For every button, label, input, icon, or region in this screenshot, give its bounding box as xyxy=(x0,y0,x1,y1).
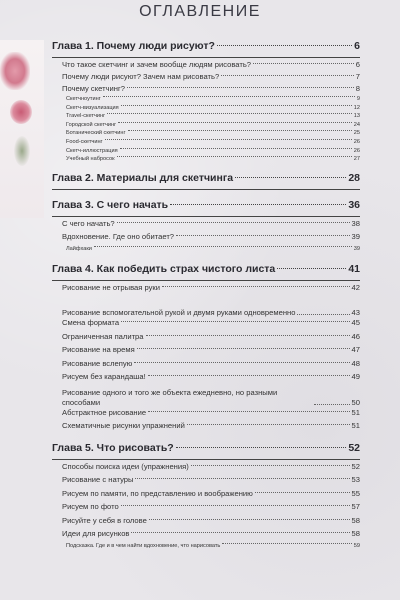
page-title: ОГЛАВЛЕНИЕ xyxy=(139,3,261,20)
section-entry-page-number: 58 xyxy=(351,529,360,539)
section-entry-label: Способы поиска идеи (упражнения) xyxy=(62,461,189,471)
section-entry-label: Смена формата xyxy=(62,318,120,328)
section-entry[interactable] xyxy=(52,502,360,516)
subsection-entry-page-number: 25 xyxy=(353,130,360,137)
subsection-entry-label: Travel-скетчинг xyxy=(66,113,106,120)
subsection-entry-page-number: 9 xyxy=(356,96,360,102)
section-entry[interactable] xyxy=(52,72,360,84)
section-entry-page-number: 8 xyxy=(355,84,360,93)
dot-leader xyxy=(135,478,349,479)
dot-leader xyxy=(146,335,350,336)
dot-leader xyxy=(253,63,354,64)
dot-leader xyxy=(222,543,351,544)
section-entry[interactable] xyxy=(52,60,360,72)
section-entry-label: Рисуем по памяти, по представлению и воображению xyxy=(62,488,253,498)
section-entry-page-number: 39 xyxy=(351,232,360,242)
chapter-rule xyxy=(52,189,360,190)
dot-leader xyxy=(176,235,350,236)
section-entry-label: С чего начать? xyxy=(62,218,115,228)
section-entry[interactable] xyxy=(52,462,360,476)
subsection-entry-page-number: 12 xyxy=(353,104,360,111)
section-entry-label: Рисование вслепую xyxy=(62,358,133,368)
dot-leader xyxy=(149,519,350,520)
dot-leader xyxy=(137,348,350,349)
dot-leader xyxy=(121,505,350,506)
section-entry-label: Почему люди рисуют? Зачем нам рисовать? xyxy=(62,72,220,81)
dot-leader xyxy=(117,156,352,157)
dot-leader xyxy=(297,314,349,315)
section-entry-page-number: 47 xyxy=(351,345,360,355)
subsection-entry-page-number: 26 xyxy=(353,147,360,154)
section-entry-label: Схематичные рисунки упражнений xyxy=(62,421,185,431)
section-entry[interactable] xyxy=(52,386,360,408)
section-entry[interactable] xyxy=(52,516,360,530)
section-entry-label: Абстрактное рисование xyxy=(62,407,147,417)
section-entry[interactable] xyxy=(52,84,360,96)
section-entry-page-number: 58 xyxy=(351,515,360,525)
section-entry[interactable] xyxy=(52,529,360,543)
chapter-rule xyxy=(52,459,360,460)
section-entry[interactable] xyxy=(52,296,360,318)
section-entry[interactable] xyxy=(52,421,360,435)
chapter-3-entry[interactable] xyxy=(52,199,360,214)
dot-leader xyxy=(131,532,349,533)
section-entry[interactable] xyxy=(52,359,360,373)
section-entry-page-number: 45 xyxy=(351,318,360,328)
section-entry[interactable] xyxy=(52,475,360,489)
section-entry-page-number: 48 xyxy=(351,358,360,368)
subsection-entry[interactable] xyxy=(52,543,360,553)
chapter-5-entry[interactable] xyxy=(52,442,360,457)
chapter-1-entry-page-number: 6 xyxy=(354,40,360,52)
section-entry[interactable] xyxy=(52,345,360,359)
subsection-entry-label: Городской скетчинг xyxy=(66,121,117,128)
chapter-4-entry-label: Глава 4. Как победить страх чистого листа xyxy=(52,262,276,275)
section-entry-label: Рисование одного и того же объекта ежедневно, но разными способами xyxy=(62,387,278,407)
section-entry[interactable] xyxy=(52,318,360,332)
chapter-5-entry-label: Глава 5. Что рисовать? xyxy=(52,441,174,454)
section-entry-page-number: 51 xyxy=(351,407,360,417)
section-entry-page-number: 7 xyxy=(355,72,360,81)
subsection-entry-label: Food-скетчинг xyxy=(66,138,103,145)
flower-illustration-2 xyxy=(10,100,32,124)
dot-leader xyxy=(148,411,349,412)
dot-leader xyxy=(94,246,352,247)
section-entry[interactable] xyxy=(52,489,360,503)
dot-leader xyxy=(148,375,350,376)
section-entry-label: Рисуйте у себя в голове xyxy=(62,515,147,525)
section-entry[interactable] xyxy=(52,219,360,233)
chapter-4-entry[interactable] xyxy=(52,263,360,278)
section-entry-label: Рисование вспомогательной рукой и двумя руками одновременно xyxy=(62,308,296,318)
subsection-entry-page-number: 27 xyxy=(353,156,360,163)
subsection-entry-label: Скетч-визуализация xyxy=(66,104,119,111)
section-entry-label: Ограниченная палитра xyxy=(62,331,144,341)
dot-leader xyxy=(128,130,352,131)
chapter-4-entry-page-number: 41 xyxy=(348,262,360,275)
section-entry[interactable] xyxy=(52,332,360,346)
chapter-2-entry-label: Глава 2. Материалы для скетчинга xyxy=(52,171,234,184)
section-entry-label: Идеи для рисунков xyxy=(62,529,130,539)
chapter-rule xyxy=(52,216,360,217)
section-entry-page-number: 46 xyxy=(351,331,360,341)
dot-leader xyxy=(121,105,352,106)
chapter-3-entry-label: Глава 3. С чего начать xyxy=(52,198,169,211)
section-entry-page-number: 51 xyxy=(351,421,360,431)
subsection-entry-label: Ботанический скетчинг xyxy=(66,130,126,137)
dot-leader xyxy=(217,45,352,46)
subsection-entry-label: Подсказка. Где и в чем найти вдохновение, что нарисовать xyxy=(66,542,221,549)
subsection-entry[interactable] xyxy=(52,156,360,165)
chapter-5-entry-page-number: 52 xyxy=(348,441,360,454)
section-entry[interactable] xyxy=(52,232,360,246)
dot-leader xyxy=(117,222,350,223)
section-entry-label: Рисование на время xyxy=(62,345,135,355)
dot-leader xyxy=(127,87,354,88)
section-entry[interactable] xyxy=(52,408,360,422)
subsection-entry-label: Лайфхаки xyxy=(66,245,92,252)
chapter-2-entry-page-number: 28 xyxy=(348,171,360,184)
section-entry-page-number: 50 xyxy=(351,397,360,407)
dot-leader xyxy=(134,362,349,363)
table-of-contents xyxy=(52,40,360,553)
subsection-entry[interactable] xyxy=(52,139,360,148)
section-entry-label: Рисование не отрывая руки xyxy=(62,282,160,292)
subsection-entry-page-number: 24 xyxy=(353,121,360,128)
section-entry[interactable] xyxy=(52,372,360,386)
section-entry-label: Рисование с натуры xyxy=(62,475,134,485)
section-entry-label: Вдохновение. Где оно обитает? xyxy=(62,232,175,242)
dot-leader xyxy=(170,204,346,205)
section-entry-page-number: 6 xyxy=(355,60,360,69)
subsection-entry-page-number: 39 xyxy=(353,245,360,252)
subsection-entry[interactable] xyxy=(52,246,360,256)
dot-leader xyxy=(191,465,350,466)
subsection-entry-page-number: 26 xyxy=(353,138,360,145)
dot-leader xyxy=(314,404,350,405)
dot-leader xyxy=(277,268,346,269)
chapter-1-entry[interactable] xyxy=(52,40,360,55)
subsection-entry-page-number: 13 xyxy=(353,113,360,120)
section-entry-page-number: 43 xyxy=(351,308,360,318)
section-entry-label: Рисуем без карандаша! xyxy=(62,372,146,382)
section-entry-page-number: 57 xyxy=(351,502,360,512)
section-entry-label: Что такое скетчинг и зачем вообще людям рисовать? xyxy=(62,60,251,69)
section-entry[interactable] xyxy=(52,283,360,297)
subsection-entry[interactable] xyxy=(52,96,360,105)
dot-leader xyxy=(187,424,350,425)
dot-leader xyxy=(120,148,352,149)
section-entry-page-number: 49 xyxy=(351,372,360,382)
dot-leader xyxy=(176,447,347,448)
section-entry-page-number: 38 xyxy=(351,218,360,228)
subsection-entry-label: Скетчноутинг xyxy=(66,96,101,102)
subsection-entry[interactable] xyxy=(52,130,360,139)
dot-leader xyxy=(235,177,346,178)
dot-leader xyxy=(255,492,350,493)
section-entry-page-number: 52 xyxy=(351,461,360,471)
subsection-entry-label: Скетч-иллюстрация xyxy=(66,147,118,154)
leaf-illustration xyxy=(14,136,30,166)
subsection-entry[interactable] xyxy=(52,148,360,157)
section-entry-label: Почему скетчинг? xyxy=(62,84,125,93)
dot-leader xyxy=(118,122,352,123)
section-entry-page-number: 55 xyxy=(351,488,360,498)
dot-leader xyxy=(105,139,352,140)
chapter-3-entry-page-number: 36 xyxy=(348,198,360,211)
chapter-2-entry[interactable] xyxy=(52,172,360,187)
chapter-1-entry-label: Глава 1. Почему люди рисуют? xyxy=(52,40,215,52)
dot-leader xyxy=(103,96,355,97)
flower-illustration xyxy=(0,52,30,90)
section-entry-label: Рисуем по фото xyxy=(62,502,119,512)
section-entry-page-number: 42 xyxy=(351,282,360,292)
subsection-entry[interactable] xyxy=(52,113,360,122)
section-entry-page-number: 53 xyxy=(351,475,360,485)
dot-leader xyxy=(162,286,350,287)
subsection-entry-label: Учебный набросок xyxy=(66,156,115,163)
subsection-entry[interactable] xyxy=(52,105,360,114)
subsection-entry-page-number: 59 xyxy=(353,542,360,549)
chapter-rule xyxy=(52,280,360,281)
dot-leader xyxy=(121,321,350,322)
dot-leader xyxy=(107,113,352,114)
dot-leader xyxy=(221,75,354,76)
chapter-rule xyxy=(52,57,360,58)
